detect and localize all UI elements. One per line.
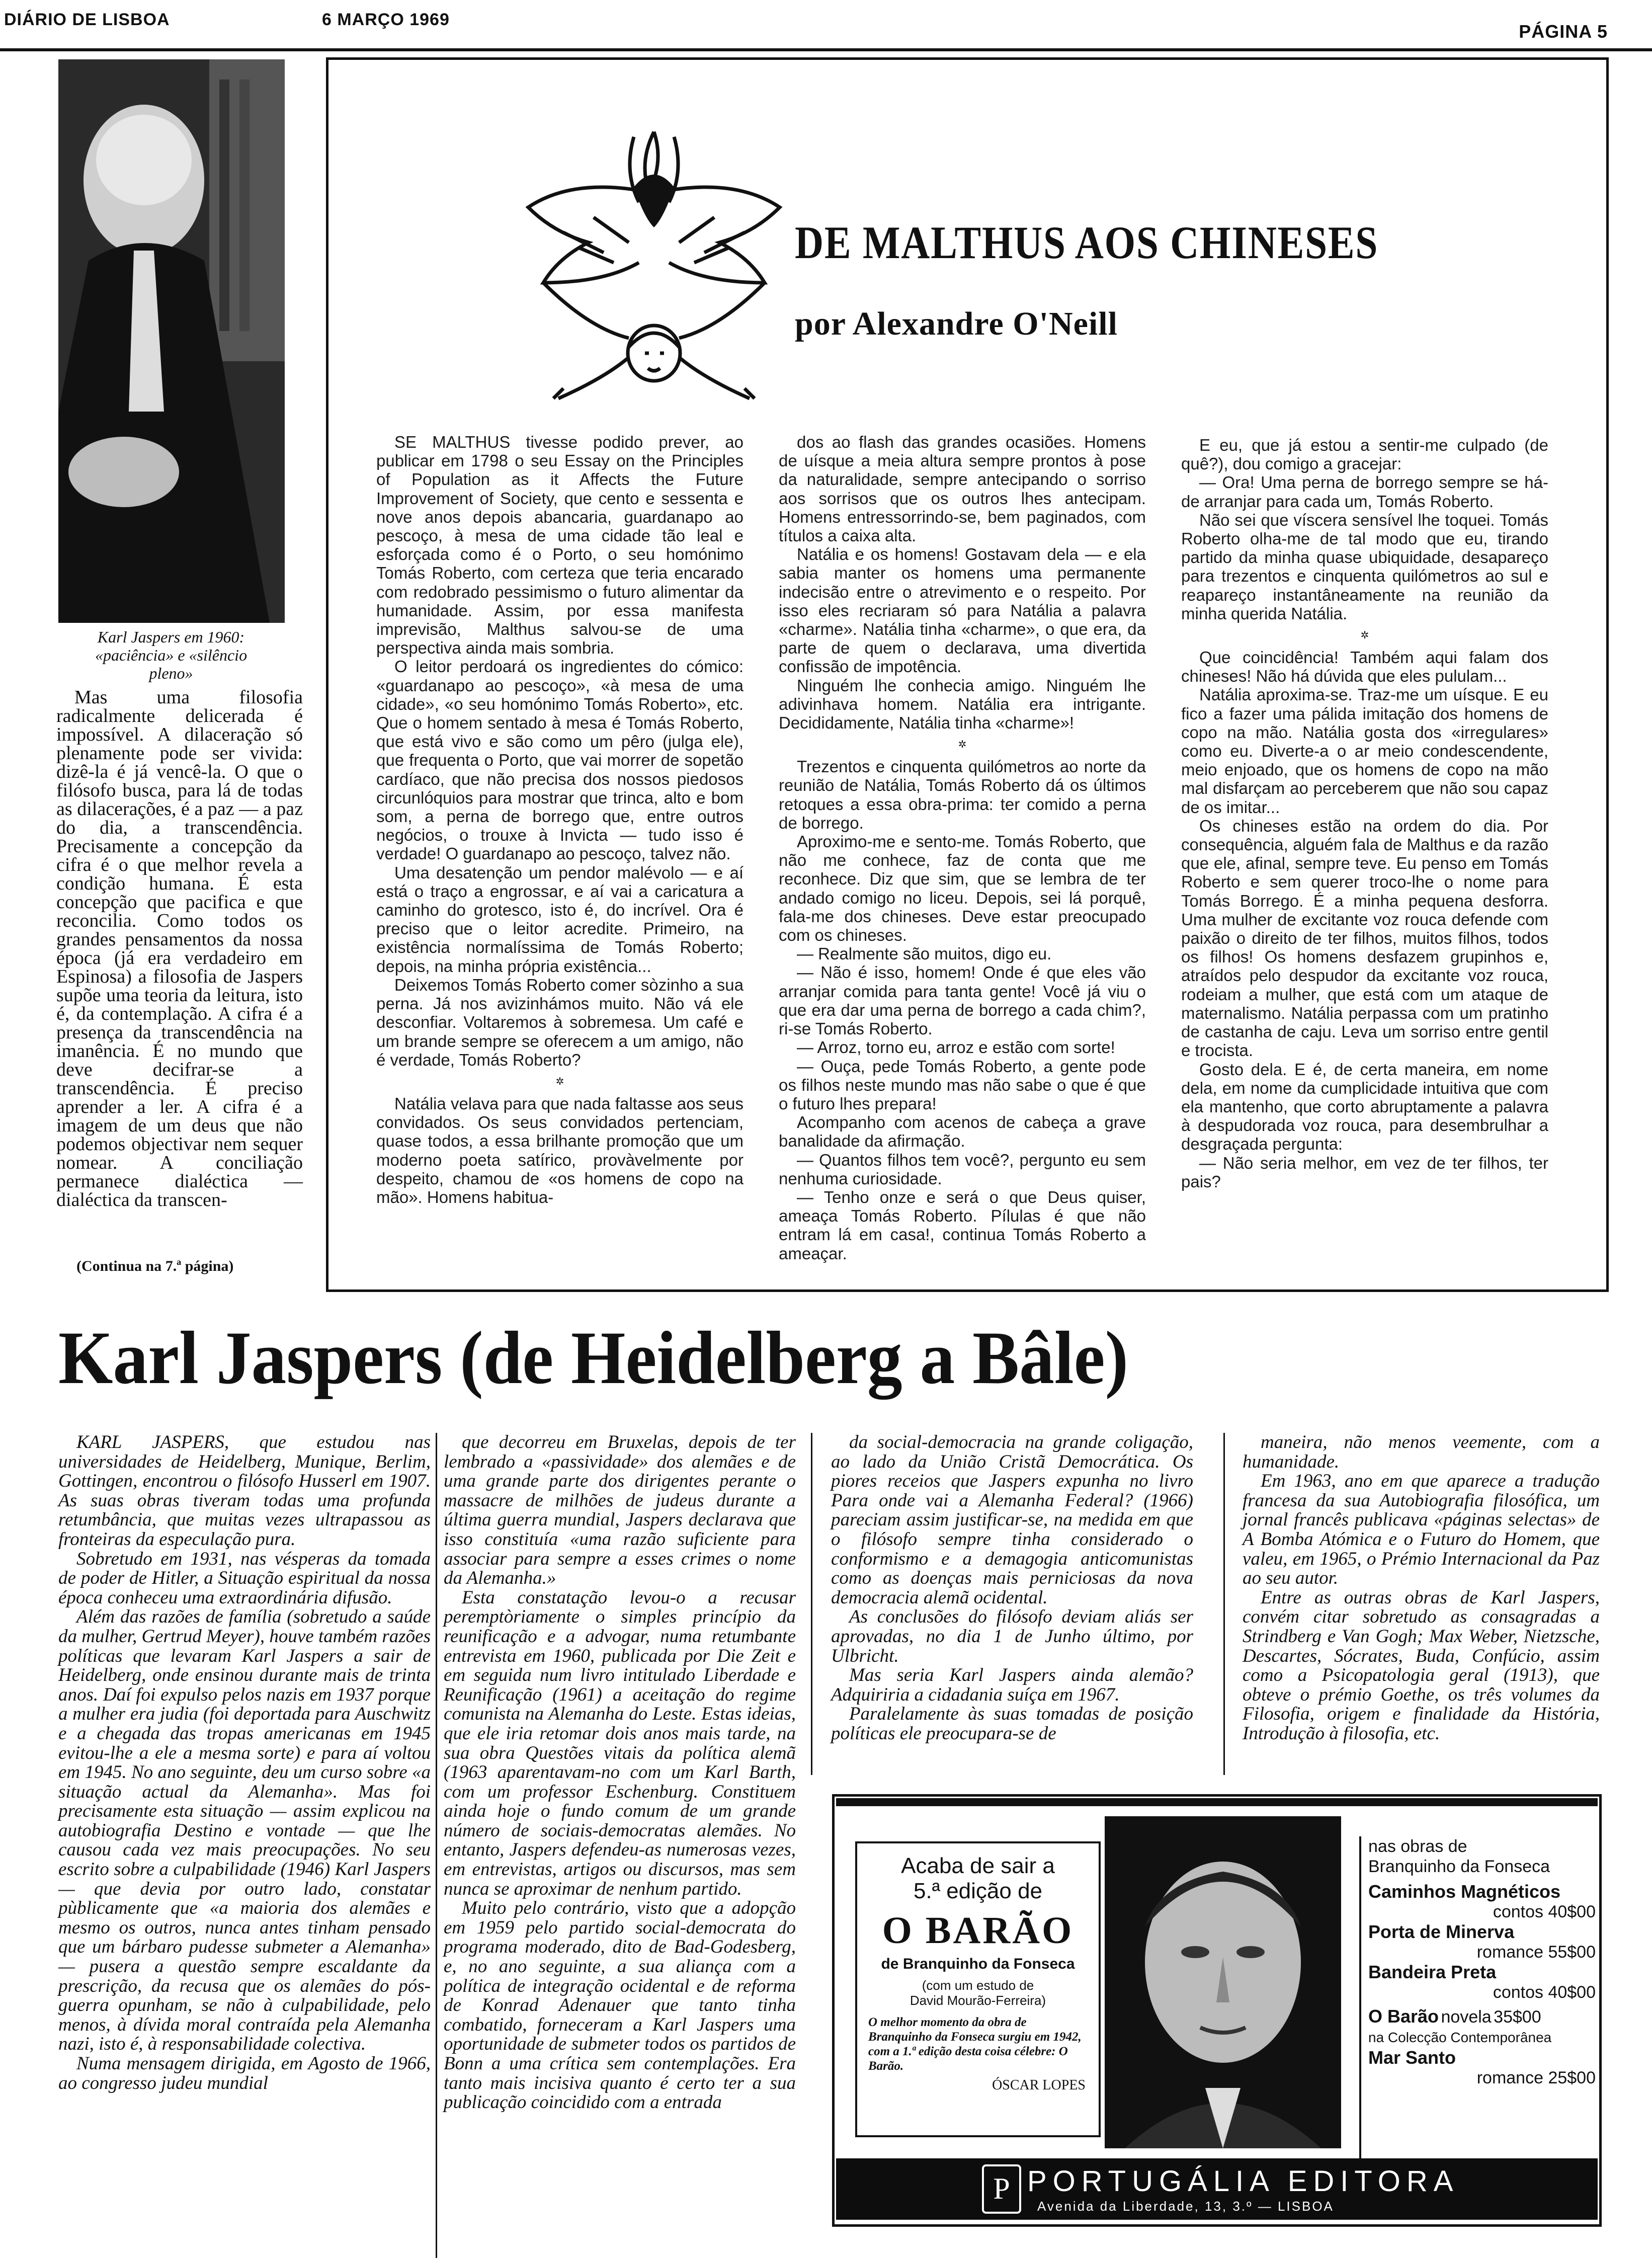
winged-cherub-drawing <box>513 117 795 409</box>
paragraph: As conclusões do filósofo deviam aliás ser aprovadas, no dia 1 de Junho último, por Ulbricht. <box>831 1606 1193 1666</box>
paragraph: — Quantos filhos tem você?, pergunto eu sem nenhuma curiosidade. <box>779 1150 1146 1188</box>
paragraph: — Não é isso, homem! Onde é que eles vão arranjar comida para tanta gente! Você já viu o que era dar uma perna de borrego a cada chim?, ri-se Tomás Roberto. <box>779 963 1146 1038</box>
ad-headline-2: 5.ª edição de <box>913 1879 1043 1903</box>
paragraph: — Arroz, torno eu, arroz e estão com sorte! <box>797 1038 1115 1057</box>
ad-list-intro-2: Branquinho da Fonseca <box>1368 1857 1550 1876</box>
ad-book-entry <box>1368 2005 1600 2028</box>
ad-study-line-2: David Mourão-Ferreira) <box>910 1993 1046 2008</box>
paragraph: Que coincidência! Também aqui falam dos chineses! Não há dúvida que eles pululam... <box>1181 648 1548 686</box>
paragraph: maneira, não menos veemente, com a humanidade. <box>1243 1432 1600 1472</box>
ad-portrait <box>1105 1816 1341 2148</box>
ad-title-box <box>855 1841 1101 2137</box>
sidebar-paragraph: Mas uma filosofia radicalmente delicerada é impossível. A dilaceração só plenamente pode ser vivida: dizê-la é já vencê-la. O que o filósofo busca, para lá de todas as dilacerações, é a paz — a paz do dia, a transcendência. Precisamente a concepção da cifra é o que melhor revela a condição humana. É esta concepção que pacifica e que reconcilia. Como todos os grandes pensamentos da nossa época (já era verdadeiro em Espinosa) a filosofia de Jaspers supõe uma teoria da leitura, isto é, da contemplação. A cifra é a presença da transcendência na imanência. É no mundo que deve decifrar-se a transcendência. É preciso aprender a ler. A cifra é a imagem de um deus que não podemos objectivar nem sequer nomear. A conciliação permanece dialéctica — dialéctica da transcen- <box>56 687 303 1210</box>
ad-book-entry-price: 40$00 <box>1548 1902 1596 1921</box>
ad-book-entry-title: Mar Santo <box>1368 2047 1456 2068</box>
publisher-address: Avenida da Liberdade, 13, 3.º — LISBOA <box>1037 2199 1334 2214</box>
continued-note: (Continua na 7.ª página) <box>76 1258 234 1274</box>
paragraph: Natália e os homens! Gostavam dela — e ela sabia manter os homens uma permanente indecisão entre o atrevimento e o respeito. Por isso eles recriaram só para Natália a palavra «charme». Natália tinha «charme», o que era, da parte de quem o declarava, uma divertida confissão de impotência. <box>779 545 1146 676</box>
publisher-logo-icon: P <box>982 2164 1021 2214</box>
paragraph: KARL JASPERS, que estudou nas universidades de Heidelberg, Munique, Berlim, Gottingen, encontrou o filósofo Husserl em 1907. As suas obras tiveram todas uma profunda retumbância, que muitas vezes ultrapassou as fronteiras da especulação pura. <box>58 1432 431 1550</box>
paragraph: — Realmente são muitos, digo eu. <box>797 944 1052 963</box>
paragraph: Gosto dela. E é, de certa maneira, em nome dela, em nome da cumplicidade intuitiva que com ela mantenho, que corto abruptamente a palavra à despudorada voz rouca, para desembrulhar a desgraçada pergunta: <box>1181 1060 1548 1154</box>
column-rule <box>1223 1433 1225 1775</box>
ad-book-title: O BARÃO <box>882 1909 1074 1952</box>
publisher-name: PORTUGÁLIA EDITORA <box>1027 2165 1459 2198</box>
paragraph: Natália aproxima-se. Traz-me um uísque. E eu fico a fazer uma pálida imitação dos homens de copo na mão. Natália gosta dos «irregulares» como eu. Diverte-a o ar meio condescendente, meio enjoado, que os homens de copo na mão mal disfarçam ao perceberem que não sou capaz de os imitar... <box>1181 685 1548 817</box>
ad-book-entry-title: Bandeira Preta <box>1368 1962 1497 1982</box>
paragraph: Paralelamente às suas tomadas de posição políticas ele preocupara-se de <box>831 1704 1193 1744</box>
caption-line-1: Karl Jaspers em 1960: <box>97 628 245 646</box>
ad-book-entry-title: O Barão <box>1368 2006 1439 2027</box>
column-rule <box>436 1433 437 2258</box>
top-article-column-2 <box>779 433 1146 1263</box>
ad-top-band <box>836 1798 1598 1806</box>
ad-book-entry-genre: romance <box>1476 2068 1543 2087</box>
top-article-column-1 <box>376 433 744 1206</box>
top-article-byline: por Alexandre O'Neill <box>795 305 1118 342</box>
photo-caption <box>75 628 267 682</box>
ad-quote: O melhor momento da obra de Branquinho da Fonseca surgiu em 1942, com a 1.ª edição desta coisa célebre: O Barão. <box>868 2015 1082 2073</box>
cherub-illustration <box>513 117 795 409</box>
bottom-article-column-1 <box>58 1433 431 2093</box>
column-rule <box>811 1433 812 1775</box>
paragraph: Numa mensagem dirigida, em Agosto de 1966, ao congresso judeu mundial <box>58 2053 431 2093</box>
caption-line-2: «paciência» e «silêncio pleno» <box>95 646 247 682</box>
section-separator: ✲ <box>1360 630 1369 641</box>
bottom-article-title: Karl Jaspers (de Heidelberg a Bâle) <box>58 1316 1129 1400</box>
ad-book-entry-genre: novela <box>1441 2007 1492 2027</box>
paragraph: Sobretudo em 1931, nas vésperas da tomada de poder de Hitler, a Situação espiritual da nossa época conheceu uma extraordinária difusão. <box>58 1548 431 1608</box>
paragraph: Muito pelo contrário, visto que a adopção em 1959 pelo partido social-democrata do programa moderado, dito de Bad-Godesberg, e, no ano seguinte, a sua aliança com a política de integração ocidental e de reforma de Konrad Adenauer que tanto tinha combatido, forneceram a Karl Jaspers uma oportunidade de submeter todos os partidos de Bonn a uma crítica sem contemplações. Era tanto mais incisiva quanto é certo ter a sua publicação coincidido com a entrada <box>444 1898 796 2113</box>
top-article-title: DE MALTHUS AOS CHINESES <box>795 217 1379 268</box>
header-rule <box>0 48 1652 51</box>
paragraph: O leitor perdoará os ingredientes do cómico: «guardanapo ao pescoço», «à mesa de uma cidade», «o seu homónimo Tomás Roberto», etc. Que o homem sentado à mesa é Tomás Roberto, que está vivo e são como um pêro (julga ele), que frequenta o Porto, que vai morrer de sopetão cardíaco, que não precisa dos nossos piedosos circunlóquios para mostrar que trinca, alto e bom som, a perna de borrego que, entre outros negócios, o trouxe à Invicta — tudo isso é verdade! O guardanapo ao pescoço, talvez não. <box>376 657 744 863</box>
ad-book-author: de Branquinho da Fonseca <box>881 1956 1075 1972</box>
paragraph: dos ao flash das grandes ocasiões. Homens de uísque a meia altura sempre prontos à pose da naturalidade, sempre antecipando o sorriso aos sorrisos que os outros lhes antecipam. Homens entressorrindo-se, bem paginados, com títulos a caixa alta. <box>779 433 1146 545</box>
paragraph: Em 1963, ano em que aparece a tradução francesa da sua Autobiografia filosófica, um jornal francês publicava «páginas selectas» de A Bomba Atómica e o Futuro do Homem, que valeu, em 1965, o Prémio Internacional da Paz ao seu autor. <box>1243 1471 1600 1589</box>
ad-headline-1: Acaba de sair a <box>901 1853 1055 1878</box>
ad-book-entry <box>1368 1962 1600 2002</box>
paragraph: Trezentos e cinquenta quilómetros ao norte da reunião de Natália, Tomás Roberto dá os últimos retoques a essa obra-prima: ter comido a perna de borrego. <box>779 757 1146 832</box>
ad-book-entry <box>1368 1882 1600 1922</box>
ad-quote-author: ÓSCAR LOPES <box>992 2077 1086 2093</box>
ad-book-entry-genre: contos <box>1493 1902 1543 1921</box>
ad-book-entry-price: 55$00 <box>1548 1943 1596 1962</box>
sidebar-text <box>56 688 303 1209</box>
paragraph: Deixemos Tomás Roberto comer sòzinho a sua perna. Já nos avizinhámos muito. Não vá ele desconfiar. Voltaremos à sobremesa. Um café e um brande sempre se oferecem a um amigo, não é verdade, Tomás Roberto? <box>376 975 744 1069</box>
paragraph: — Não seria melhor, em vez de ter filhos, ter pais? <box>1181 1153 1548 1191</box>
bottom-article-column-2 <box>444 1433 796 2113</box>
jaspers-portrait-image <box>58 59 285 623</box>
ad-collection-note: na Colecção Contemporânea <box>1368 2030 1552 2045</box>
paragraph: — Tenho onze e será o que Deus quiser, ameaça Tomás Roberto. Pílulas é que não entram lá em casa!, continua Tomás Roberto a ameaçar. <box>779 1187 1146 1263</box>
bottom-article-column-4 <box>1243 1433 1600 1744</box>
ad-publisher-bar <box>836 2158 1598 2220</box>
page-number: PÁGINA 5 <box>1519 21 1608 42</box>
ad-book-entry-genre: contos <box>1493 1983 1543 2002</box>
ad-book-entry-price: 35$00 <box>1494 2007 1541 2027</box>
paragraph: da social-democracia na grande coligação, ao lado da União Cristã Democrática. Os piores receios que Jaspers expunha no livro Para onde vai a Alemanha Federal? (1966) pareciam assim justificar-se, na medida em que o filósofo sempre tinha considerado o conformismo e a demagogia anticomunistas como as doenças mais perniciosas da nova democracia alemã ocidental. <box>831 1432 1193 1608</box>
author-portrait <box>1105 1816 1341 2148</box>
paragraph: SE MALTHUS tivesse podido prever, ao publicar em 1798 o seu Essay on the Principles of Population as it Affects the Future Improvement of Society, que cento e sessenta e nove anos depois abancaria, guardanapo ao pescoço, à mesa de uma cidade tão leal e esforçada como é o Porto, o seu homónimo Tomás Roberto, com certeza que teria encarado com redobrado pessimismo o futuro alimentar da humanidade. Assim, por essa manifesta imprevisão, Malthus salvou-se de uma perspectiva ainda mais sombria. <box>376 433 744 658</box>
paragraph: — Ouça, pede Tomás Roberto, a gente pode os filhos neste mundo mas não sabe o que é que o futuro lhes prepara! <box>779 1057 1146 1113</box>
paragraph: Mas seria Karl Jaspers ainda alemão? Adquiriria a cidadania suíça em 1967. <box>831 1665 1193 1705</box>
ad-study-line-1: (com um estudo de <box>922 1978 1034 1993</box>
ad-book-list <box>1359 1836 1600 2168</box>
paragraph: que decorreu em Bruxelas, depois de ter lembrado a «passividade» dos alemães e de uma grande parte dos dirigentes perante o massacre de milhões de judeus durante a última guerra mundial, Jaspers declarava que isso constituía «uma razão suficiente para associar para sempre a esses crimes o nome da Alemanha.» <box>444 1432 796 1589</box>
section-separator: ✲ <box>958 739 967 751</box>
ad-list-intro-1: nas obras de <box>1368 1837 1467 1856</box>
paragraph: Não sei que víscera sensível lhe toquei. Tomás Roberto olha-me de tal modo que eu, tirando partido da minha quase ubiquidade, desapareço para trezentos e cinquenta quilómetros ao sul e reapareço instantâneamente na reunião da minha querida Natália. <box>1181 510 1548 623</box>
paragraph: Uma desatenção um pendor malévolo — e aí está o traço a engrossar, e aí vai a caricatura a caminho do grotesco, isto é, do incrível. Ora é preciso que o leitor acredite. Primeiro, na existência normalíssima de Tomás Roberto; depois, na minha própria existência... <box>376 863 744 976</box>
ad-book-entry-price: 25$00 <box>1548 2068 1596 2087</box>
bottom-article-column-3 <box>831 1433 1193 1744</box>
paragraph: Entre as outras obras de Karl Jaspers, convém citar sobretudo as consagradas a Strindberg e Van Gogh; Max Weber, Nietzsche, Descartes, Sócrates, Buda, Confúcio, assim como a Psicopatologia geral (1913), que obteve o prémio Goethe, os três volumes da Filosofia, origem e finalidade da História, Introdução à filosofia, etc. <box>1243 1587 1600 1744</box>
paragraph: Esta constatação levou-o a recusar peremptòriamente o simples princípio da reunificação e a advogar, numa retumbante entrevista em 1960, publicada por Die Zeit e em seguida num livro intitulado Liberdade e Reunificação (1961) a aceitação do regime comunista na Alemanha do Leste. Estas ideias, que ele iria retomar dois anos mais tarde, na sua obra Questões vitais da política alemã (1963 aparentavam-no com um Karl Barth, com um professor Eschenburg. Constituem ainda hoje o fundo comum de um grande número de sociais-democratas alemães. No entanto, Jaspers defendeu-as numerosas vezes, em entrevistas, artigos ou discursos, mas sem nunca se aproximar de nenhum partido. <box>444 1587 796 1899</box>
ad-book-entry <box>1368 2048 1600 2088</box>
top-article-column-3 <box>1181 436 1548 1191</box>
paragraph: Os chineses estão na ordem do dia. Por consequência, alguém fala de Malthus e da razão que ele, afinal, sempre teve. Eu penso em Tomás Roberto e sem querer troco-lhe o nome para Tomás Borrego. É a minha pequena desforra. Uma mulher de excitante voz rouca defende com paixão o direito de ter filhos, muitos filhos, todos os filhos! Os homens desfazem grupinhos e, atraídos pelo despudor da excitante voz rouca, rodeiam a mulher, que está com um ataque de maternalismo. Natália perpassa com um pratinho de castanha de caju. Leva um sorriso entre gentil e trocista. <box>1181 816 1548 1060</box>
paragraph: Acompanho com acenos de cabeça a grave banalidade da afirmação. <box>779 1113 1146 1151</box>
jaspers-photo <box>58 59 285 623</box>
paragraph: Além das razões de família (sobretudo a saúde da mulher, Gertrud Meyer), houve também razões políticas que levaram Karl Jaspers a sair de Heidelberg, onde ensinou durante mais de trinta anos. Daí foi expulso pelos nazis em 1937 porque a mulher era judia (foi deportada para Auschwitz e a chegada das tropas americanas em 1945 evitou-lhe a ele a mesma sorte) e para aí voltou em 1945. No ano seguinte, deu um curso sobre «a situação actual da Alemanha». Mas foi precisamente esta situação — assim explicou na autobiografia Destino e vontade — que lhe causou cada vez mais preocupações. No seu escrito sobre a culpabilidade (1946) Karl Jaspers — que devia por outro lado, constatar pùblicamente que «a maioria dos alemães e mesmo os outros, nunca antes tinham pensado que um bárbaro pudesse submeter a Alemanha» — pusera a questão sempre escaldante da prescrição, da recusa que os alemães do pós-guerra opunham, se não à culpabilidade, pelo menos, à dívida moral contraída pela Alemanha nazi, isto é, à responsabilidade colectiva. <box>58 1606 431 2055</box>
ad-book-entry-title: Porta de Minerva <box>1368 1921 1515 1942</box>
ad-book-entry <box>1368 1922 1600 1962</box>
paragraph: — Ora! Uma perna de borrego sempre se há-de arranjar para cada um, Tomás Roberto. <box>1181 473 1548 511</box>
paragraph: Aproximo-me e sento-me. Tomás Roberto, que não me conhece, faz de conta que me reconhece. Diz que sim, que se lembra de ter andado comigo no liceu. Depois, sei lá porquê, fala-me dos chineses. Deve estar preocupado com os chineses. <box>779 832 1146 945</box>
ad-book-entry-price: 40$00 <box>1548 1983 1596 2002</box>
issue-date: 6 MARÇO 1969 <box>322 10 450 29</box>
paper-name: DIÁRIO DE LISBOA <box>4 10 170 29</box>
section-separator: ✲ <box>555 1076 564 1087</box>
ad-book-entry-genre: romance <box>1476 1943 1543 1962</box>
paragraph: Ninguém lhe conhecia amigo. Ninguém lhe adivinhava homem. Natália era intrigante. Decididamente, Natália tinha «charme»! <box>779 676 1146 733</box>
ad-book-entry-title: Caminhos Magnéticos <box>1368 1881 1561 1902</box>
paragraph: E eu, que já estou a sentir-me culpado (de quê?), dou comigo a gracejar: <box>1181 436 1548 473</box>
paragraph: Natália velava para que nada faltasse aos seus convidados. Os seus convidados pertenciam, quase todos, a essa brilhante promoção que um moderno poeta satírico, provàvelmente por despeito, chamou de «os homens de copo na mão». Homens habitua- <box>376 1094 744 1206</box>
